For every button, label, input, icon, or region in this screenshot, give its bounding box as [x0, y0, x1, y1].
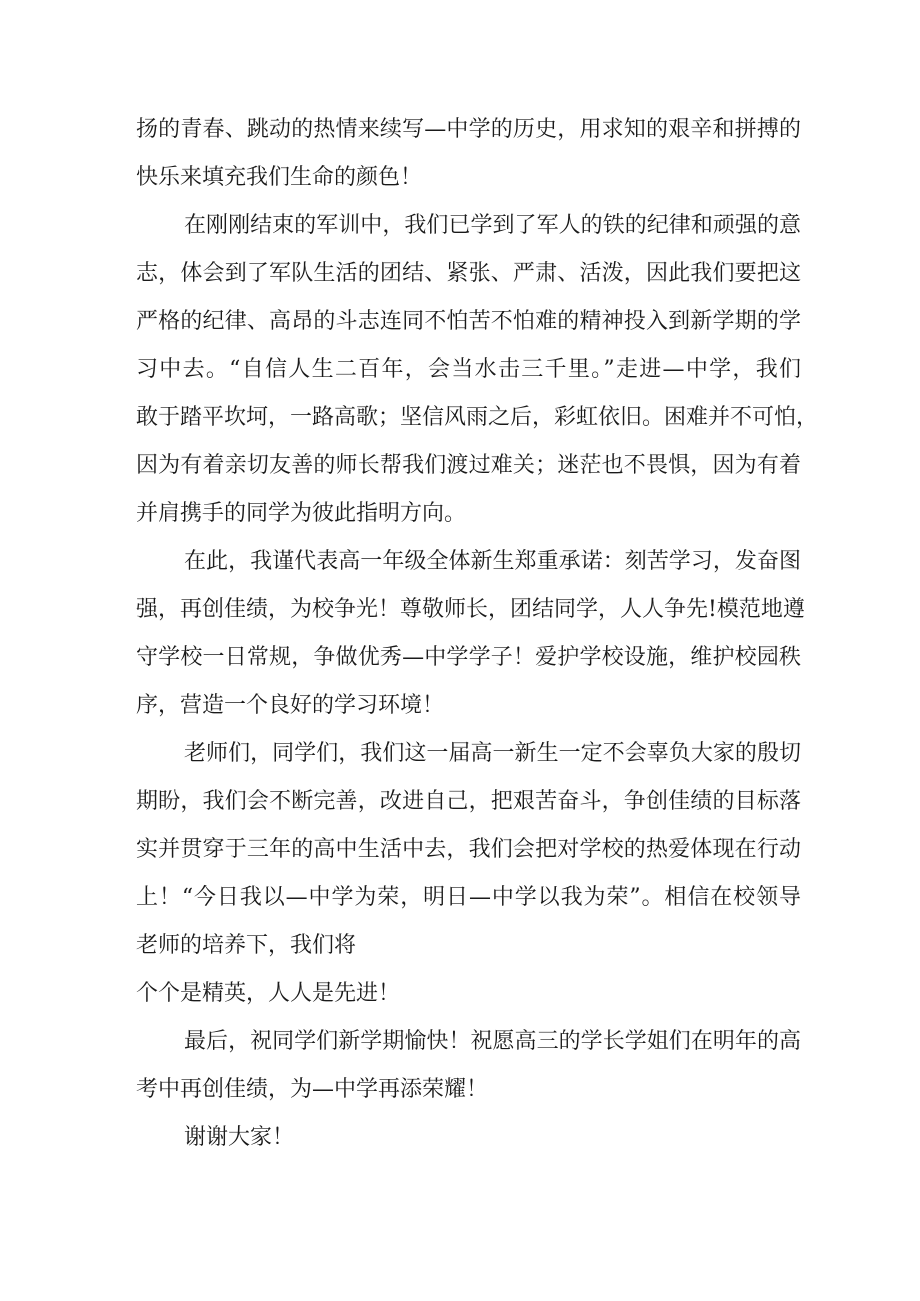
text-line: 个个是精英，人人是先进！	[136, 981, 401, 1006]
text-line: 谢谢大家！	[184, 1125, 295, 1150]
text-line: 实并贯穿于三年的高中生活中去，我们会把对学校的热爱体现在行动	[136, 837, 801, 862]
text-line: 老师的培养下，我们将	[136, 933, 357, 958]
text-line: 并肩携手的同学为彼此指明方向。	[136, 501, 467, 526]
text-line: 守学校一日常规，争做优秀—中学学子！爱护学校设施，维护校园秩	[136, 645, 801, 670]
text-line: 快乐来填充我们生命的颜色！	[136, 165, 423, 190]
text-line: 敢于踏平坎坷，一路高歌；坚信风雨之后，彩虹依旧。困难并不可怕，	[136, 405, 819, 430]
text-line: 因为有着亲切友善的师长帮我们渡过难关；迷茫也不畏惧，因为有着	[136, 453, 801, 478]
text-line: 老师们，同学们，我们这一届高一新生一定不会辜负大家的殷切	[184, 741, 801, 766]
text-line: 上！“今日我以—中学为荣，明日—中学以我为荣”。相信在校领导	[136, 885, 801, 910]
text-line: 考中再创佳绩，为—中学再添荣耀！	[136, 1077, 489, 1102]
text-line: 强，再创佳绩，为校争光！尊敬师长，团结同学，人人争先!模范地遵	[136, 597, 805, 622]
text-line: 序，营造一个良好的学习环境！	[136, 693, 445, 718]
text-line: 最后，祝同学们新学期愉快！祝愿高三的学长学姐们在明年的高	[184, 1029, 801, 1054]
text-line: 扬的青春、跳动的热情来续写—中学的历史，用求知的艰辛和拼搏的	[136, 117, 801, 142]
text-line: 严格的纪律、高昂的斗志连同不怕苦不怕难的精神投入到新学期的学	[136, 309, 801, 334]
text-line: 在刚刚结束的军训中，我们已学到了军人的铁的纪律和顽强的意	[184, 213, 801, 238]
text-line: 期盼，我们会不断完善，改进自己，把艰苦奋斗，争创佳绩的目标落	[136, 789, 801, 814]
text-line: 志，体会到了军队生活的团结、紧张、严肃、活泼，因此我们要把这	[136, 261, 801, 286]
text-line: 在此，我谨代表高一年级全体新生郑重承诺：刻苦学习，发奋图	[184, 549, 801, 574]
text-line: 习中去。“自信人生二百年，会当水击三千里。”走进—中学，我们	[136, 357, 801, 382]
